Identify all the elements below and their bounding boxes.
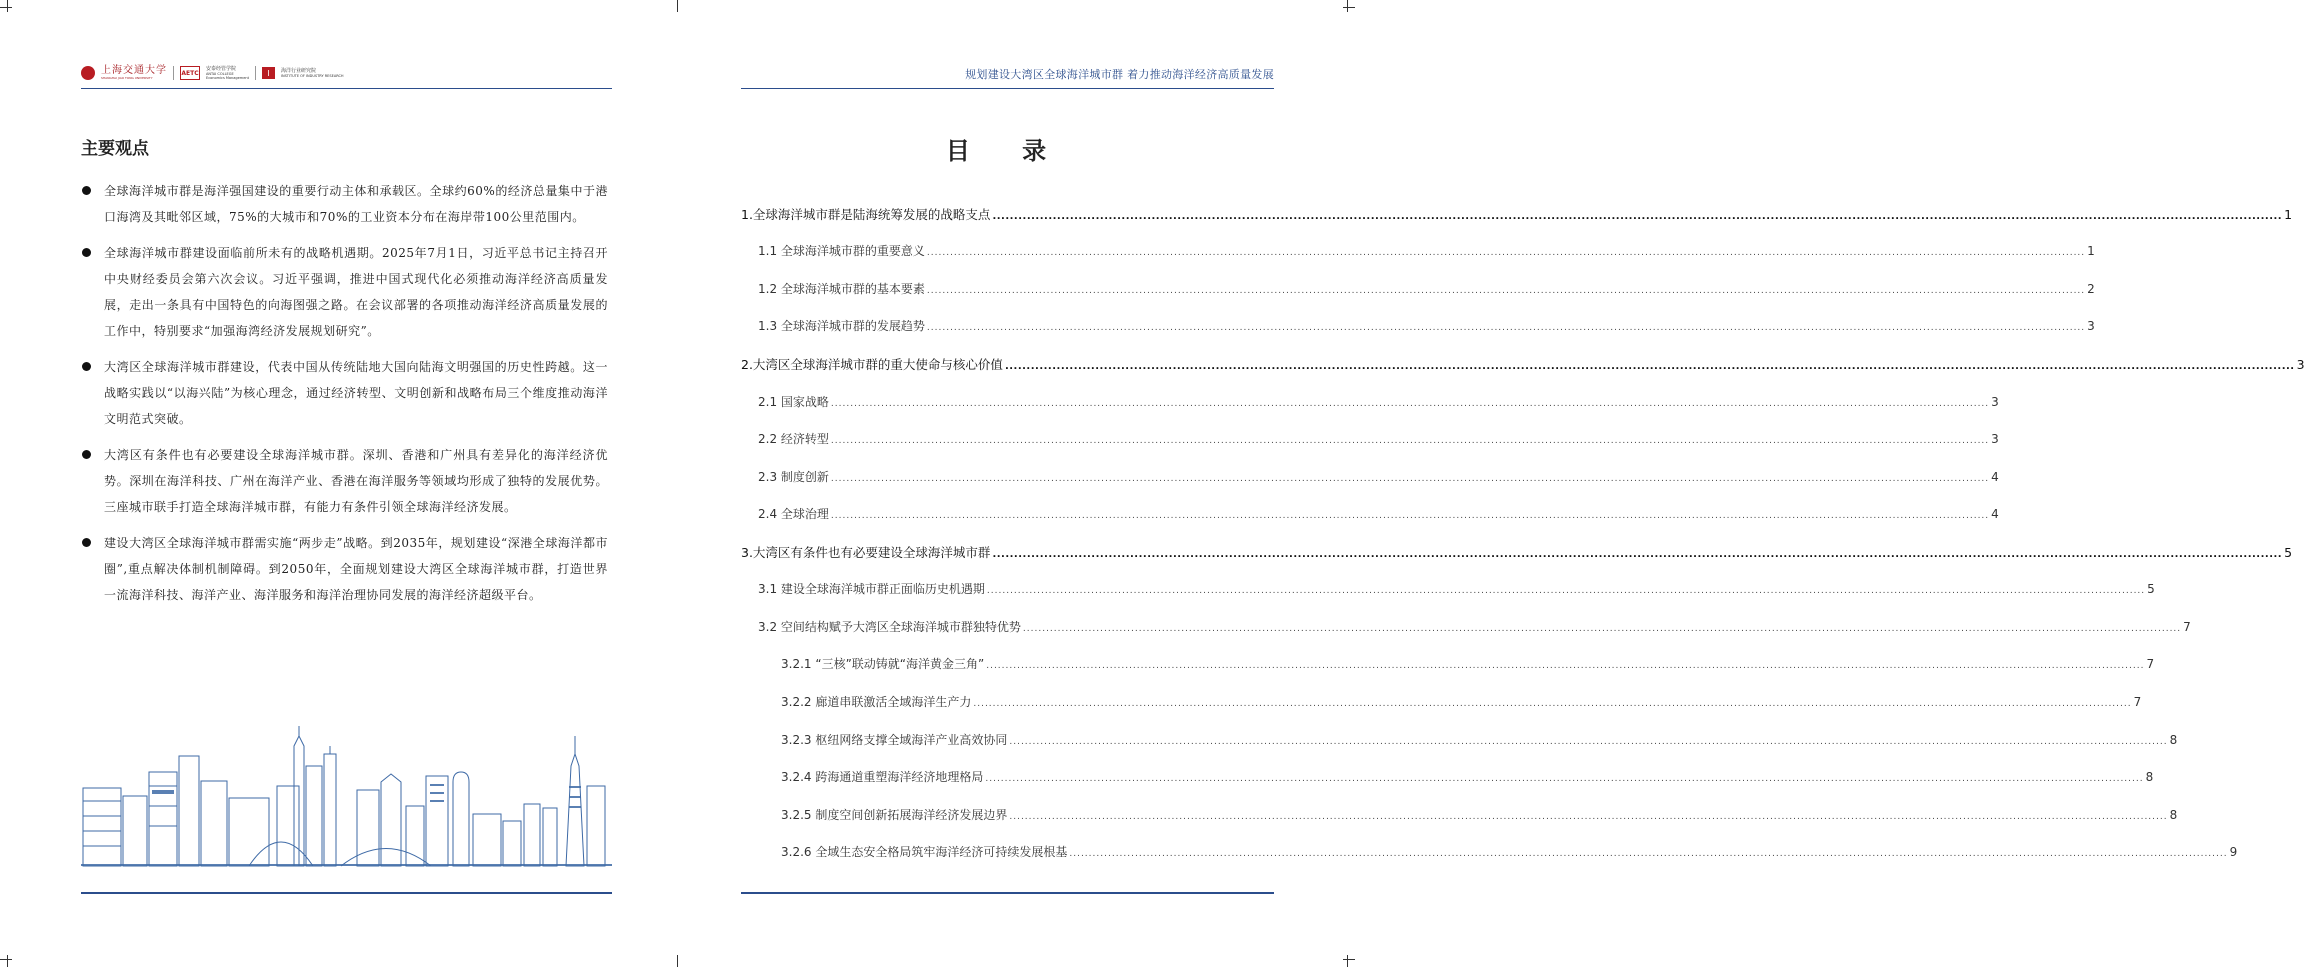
university-seal-icon	[81, 66, 95, 80]
toc-entry-page: 7	[2183, 620, 2191, 634]
toc-entry[interactable]	[741, 205, 2293, 223]
toc-leader-dots: ............................................................................................................................................................................................................................................................................................................	[830, 436, 1990, 446]
toc-entry-label: 1.3 全球海洋城市群的发展趋势	[758, 319, 925, 333]
toc-entry-page: 7	[2133, 695, 2142, 709]
toc-entry-label: 2.大湾区全球海洋城市群的重大使命与核心价值	[741, 357, 1003, 372]
toc-entry[interactable]	[781, 768, 2154, 785]
toc-leader-dots: ............................................................................................................................................................................................................................................................................................................	[986, 586, 2146, 596]
toc-entry-page: 8	[2145, 770, 2154, 784]
toc-entry-page: 4	[1991, 507, 1999, 521]
left-page	[0, 0, 677, 967]
toc-leader-dots: ............................................................................................................................................................................................................................................................................................................	[1069, 849, 2228, 859]
toc-leader-dots: ............................................................................................................................................................................................................................................................................................................	[830, 511, 1990, 521]
toc-entry-label: 1.1 全球海洋城市群的重要意义	[758, 244, 925, 258]
footer-rule	[81, 892, 612, 894]
toc-entry[interactable]	[758, 393, 1999, 410]
toc-entry-label: 3.2.6 全域生态安全格局筑牢海洋经济可持续发展根基	[781, 845, 1068, 859]
toc-entry-label: 1.2 全球海洋城市群的基本要素	[758, 282, 925, 296]
toc-entry-label: 2.4 全球治理	[758, 507, 829, 521]
section-title: 主要观点	[81, 139, 149, 159]
institute-logo-text: 海洋行业研究院 INSTITUTE OF INDUSTRY RESEARCH	[280, 68, 344, 78]
right-page	[677, 0, 2305, 967]
footer-rule	[741, 892, 1274, 894]
header-rule	[741, 88, 1274, 89]
toc-leader-dots: ............................................................................................................................................................................................................................................................................................................	[830, 474, 1990, 484]
toc-entry-page: 3	[1991, 395, 1999, 409]
logo-divider	[255, 66, 256, 80]
toc-entry-label: 2.1 国家战略	[758, 395, 829, 409]
toc-leader-dots: ............................................................................................................................................................................................................................................................................................................	[830, 399, 1990, 409]
key-point: 全球海洋城市群是海洋强国建设的重要行动主体和承载区。全球约60%的经济总量集中于港口海湾及其毗邻区域，75%的大城市和70%的工业资本分布在海岸带100公里范围内。	[81, 178, 608, 231]
toc-leader-dots: ............................................................................................................................................................................................................................................................................................................	[992, 549, 2283, 560]
toc-entry[interactable]	[758, 468, 1999, 485]
toc-title: 目 录	[945, 137, 1069, 165]
toc-leader-dots: ............................................................................................................................................................................................................................................................................................................	[1004, 361, 2295, 372]
toc-entry-label: 2.3 制度创新	[758, 470, 829, 484]
toc-leader-dots: ............................................................................................................................................................................................................................................................................................................	[926, 248, 2086, 258]
toc-entry[interactable]	[781, 693, 2142, 710]
toc-leader-dots: ............................................................................................................................................................................................................................................................................................................	[973, 699, 2132, 709]
header-logos	[81, 66, 344, 80]
toc-entry-page: 8	[2169, 808, 2178, 822]
toc-entry-label: 3.2 空间结构赋予大湾区全球海洋城市群独特优势	[758, 620, 1021, 634]
toc-entry-label: 3.2.1 “三核”联动铸就“海洋黄金三角”	[781, 657, 985, 671]
key-points-list	[81, 178, 608, 617]
institute-logo-icon: I	[262, 67, 275, 79]
toc-leader-dots: ............................................................................................................................................................................................................................................................................................................	[926, 323, 2086, 333]
toc-entry-page: 3	[2296, 357, 2305, 372]
bullet-icon	[82, 362, 91, 371]
toc-leader-dots: ............................................................................................................................................................................................................................................................................................................	[986, 661, 2145, 671]
toc-entry-page: 1	[2087, 244, 2095, 258]
toc-leader-dots: ............................................................................................................................................................................................................................................................................................................	[1022, 624, 2182, 634]
key-point: 大湾区全球海洋城市群建设，代表中国从传统陆地大国向陆海文明强国的历史性跨越。这一战略实践以“以海兴陆”为核心理念，通过经济转型、文明创新和战略布局三个维度推动海洋文明范式突破。	[81, 354, 608, 433]
toc-entry-label: 3.2.5 制度空间创新拓展海洋经济发展边界	[781, 808, 1008, 822]
toc-entry[interactable]	[758, 317, 2095, 334]
toc-entry[interactable]	[758, 280, 2095, 297]
toc-entry-page: 9	[2229, 845, 2238, 859]
key-point: 大湾区有条件也有必要建设全球海洋城市群。深圳、香港和广州具有差异化的海洋经济优势。深圳在海洋科技、广州在海洋产业、香港在海洋服务等领域均形成了独特的发展优势。三座城市联手打造全球海洋城市群，有能力有条件引领全球海洋经济发展。	[81, 442, 608, 521]
key-point: 全球海洋城市群建设面临前所未有的战略机遇期。2025年7月1日，习近平总书记主持召开中央财经委员会第六次会议。习近平强调，推进中国式现代化必须推动海洋经济高质量发展，走出一条具有中国特色的向海图强之路。在会议部署的各项推动海洋经济高质量发展的工作中，特别要求“加强海湾经济发展规划研究”。	[81, 240, 608, 345]
toc-entry-page: 2	[2087, 282, 2095, 296]
toc-entry-label: 3.2.3 枢纽网络支撑全域海洋产业高效协同	[781, 733, 1008, 747]
toc-entry-page: 3	[2087, 319, 2095, 333]
toc-entry[interactable]	[781, 655, 2155, 672]
toc-entry-label: 2.2 经济转型	[758, 432, 829, 446]
toc-leader-dots: ............................................................................................................................................................................................................................................................................................................	[992, 211, 2283, 222]
toc-entry-label: 3.1 建设全球海洋城市群正面临历史机遇期	[758, 582, 985, 596]
toc-entry-page: 8	[2169, 733, 2178, 747]
toc-entry-label: 3.2.2 廊道串联激活全域海洋生产力	[781, 695, 972, 709]
toc-entry[interactable]	[781, 806, 2178, 823]
toc-entry[interactable]	[781, 731, 2178, 748]
toc-entry[interactable]	[758, 505, 1999, 522]
toc-entry-page: 1	[2284, 207, 2293, 222]
header-rule	[81, 88, 612, 89]
toc-entry-label: 3.大湾区有条件也有必要建设全球海洋城市群	[741, 545, 991, 560]
toc-entry-page: 4	[1991, 470, 1999, 484]
toc-entry-label: 3.2.4 跨海通道重塑海洋经济地理格局	[781, 770, 984, 784]
bullet-icon	[82, 186, 91, 195]
college-logo-icon: AETC	[180, 66, 200, 80]
bullet-icon	[82, 538, 91, 547]
toc-entry-label: 1.全球海洋城市群是陆海统筹发展的战略支点	[741, 207, 991, 222]
toc-entry[interactable]	[781, 843, 2238, 860]
college-logo-text: 安泰经管学院 ANTAI COLLEGE Economics Management	[206, 66, 249, 80]
running-head: 规划建设大湾区全球海洋城市群 着力推动海洋经济高质量发展	[965, 68, 1274, 81]
bullet-icon	[82, 248, 91, 257]
toc-entry-page: 5	[2284, 545, 2293, 560]
toc-entry[interactable]	[758, 430, 1999, 447]
toc-leader-dots: ............................................................................................................................................................................................................................................................................................................	[926, 286, 2086, 296]
toc-entry-page: 7	[2146, 657, 2155, 671]
toc-leader-dots: ............................................................................................................................................................................................................................................................................................................	[1009, 737, 2168, 747]
toc-entry-page: 3	[1991, 432, 1999, 446]
toc-leader-dots: ............................................................................................................................................................................................................................................................................................................	[985, 774, 2144, 784]
university-logo: 上海交通大学 SHANGHAI JIAO TONG UNIVERSITY	[101, 65, 167, 80]
toc-leader-dots: ............................................................................................................................................................................................................................................................................................................	[1009, 812, 2168, 822]
bullet-icon	[82, 450, 91, 459]
toc-entry[interactable]	[758, 242, 2095, 259]
toc-entry[interactable]	[741, 355, 2305, 373]
logo-divider	[173, 66, 174, 80]
toc-entry[interactable]	[741, 543, 2293, 561]
toc-entry[interactable]	[758, 580, 2155, 597]
city-skyline-illustration	[81, 726, 612, 868]
toc-entry-page: 5	[2147, 582, 2155, 596]
toc-entry[interactable]	[758, 618, 2191, 635]
key-point: 建设大湾区全球海洋城市群需实施“两步走”战略。到2035年，规划建设“深港全球海洋都市圈”,重点解决体制机制障碍。到2050年，全面规划建设大湾区全球海洋城市群，打造世界一流海洋科技、海洋产业、海洋服务和海洋治理协同发展的海洋经济超级平台。	[81, 530, 608, 609]
